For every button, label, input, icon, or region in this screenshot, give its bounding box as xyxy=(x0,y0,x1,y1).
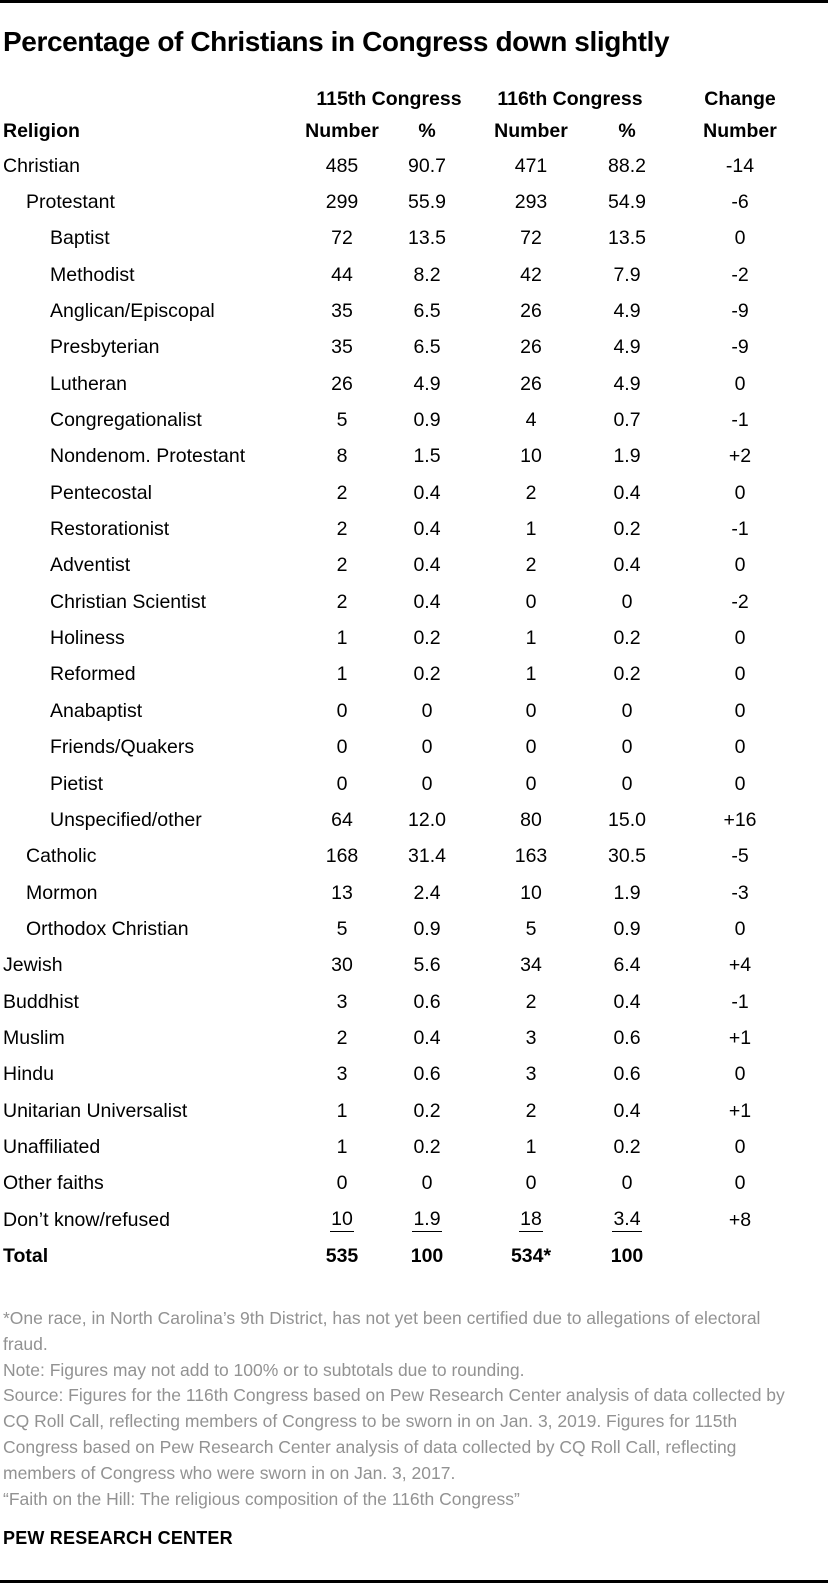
value-cell: -3 xyxy=(731,881,749,904)
value-cell: +16 xyxy=(723,808,757,831)
value-cell: 0 xyxy=(734,372,746,395)
religion-cell: Christian Scientist xyxy=(50,590,207,613)
table-row xyxy=(3,693,814,729)
religion-cell: Unaffiliated xyxy=(3,1135,101,1158)
value-cell: 485 xyxy=(325,154,359,177)
religion-cell: Unitarian Universalist xyxy=(3,1099,188,1122)
value-cell xyxy=(588,1208,666,1231)
value-cell: 0 xyxy=(621,736,633,759)
value-cell: 1 xyxy=(336,627,348,650)
value-cell: 0.9 xyxy=(413,917,441,940)
value-cell: 13.5 xyxy=(408,227,446,250)
table-row xyxy=(3,330,814,366)
table-row xyxy=(3,839,814,875)
value-cell: 8.2 xyxy=(413,263,441,286)
top-rule xyxy=(0,0,828,3)
value-cell: 0.2 xyxy=(613,627,641,650)
value-cell: 1 xyxy=(336,1099,348,1122)
value-cell: 471 xyxy=(514,154,548,177)
value-cell: 0.4 xyxy=(413,590,441,613)
value-cell: 35 xyxy=(331,300,353,323)
column-header-religion: Religion xyxy=(3,119,80,142)
table-row xyxy=(3,1166,814,1202)
value-cell: 0 xyxy=(421,699,433,722)
value-cell: +2 xyxy=(728,445,752,468)
table-row xyxy=(3,148,814,184)
table-row xyxy=(3,620,814,656)
value-cell: 90.7 xyxy=(408,154,446,177)
column-header-pct-115: % xyxy=(418,119,436,142)
value-cell: 88.2 xyxy=(608,154,646,177)
value-cell: 30.5 xyxy=(608,845,646,868)
value-cell: 3 xyxy=(525,1063,537,1086)
value-cell: 6.5 xyxy=(413,300,441,323)
value-cell: 0 xyxy=(336,1172,348,1195)
report-title: “Faith on the Hill: The religious composition of the 116th Congress” xyxy=(3,1488,520,1509)
value-cell: 15.0 xyxy=(608,808,646,831)
table-body xyxy=(3,148,814,1275)
value-cell: -9 xyxy=(731,336,749,359)
value-cell: 0 xyxy=(336,772,348,795)
value-cell: 0 xyxy=(734,627,746,650)
value-cell: 0.4 xyxy=(613,990,641,1013)
footer xyxy=(3,1306,803,1512)
value-cell: 2.4 xyxy=(413,881,441,904)
value-cell: 0 xyxy=(621,699,633,722)
table-row xyxy=(3,1202,814,1238)
value-cell: 0 xyxy=(734,663,746,686)
religion-cell: Congregationalist xyxy=(50,409,202,432)
value-cell: 0 xyxy=(525,736,537,759)
value-cell: 0.4 xyxy=(613,554,641,577)
value-cell: 30 xyxy=(331,954,353,977)
value-cell: 0 xyxy=(621,772,633,795)
value-cell: 54.9 xyxy=(608,191,646,214)
value-cell: 2 xyxy=(525,1099,537,1122)
value-cell: 0.2 xyxy=(413,627,441,650)
note: Note: Figures may not add to 100% or to subtotals due to rounding. xyxy=(3,1359,525,1380)
table-row xyxy=(3,1057,814,1093)
religion-cell: Anabaptist xyxy=(50,699,143,722)
table-row xyxy=(3,948,814,984)
value-cell: 0 xyxy=(421,772,433,795)
table-row xyxy=(3,511,814,547)
value-cell: 13 xyxy=(331,881,353,904)
religion-cell: Unspecified/other xyxy=(50,808,202,831)
value-cell: 0 xyxy=(525,590,537,613)
religion-table xyxy=(3,84,814,1275)
religion-cell: Anglican/Episcopal xyxy=(50,300,215,323)
value-cell: 1.5 xyxy=(413,445,441,468)
value-cell: +4 xyxy=(728,954,752,977)
value-cell: 100 xyxy=(610,1244,644,1267)
value-cell: 0.7 xyxy=(613,409,641,432)
table-row xyxy=(3,1238,814,1274)
value-cell: 31.4 xyxy=(408,845,446,868)
value-cell: 10 xyxy=(520,445,542,468)
value-cell: 1.9 xyxy=(613,445,641,468)
value-cell: 2 xyxy=(336,1026,348,1049)
religion-cell: Protestant xyxy=(26,191,115,214)
underlined-value: 3.4 xyxy=(613,1208,641,1231)
value-cell: 0 xyxy=(734,1063,746,1086)
table-row xyxy=(3,657,814,693)
value-cell: 0 xyxy=(525,772,537,795)
table-row xyxy=(3,911,814,947)
religion-cell: Catholic xyxy=(26,845,97,868)
value-cell: 64 xyxy=(331,808,353,831)
value-cell: 0 xyxy=(621,590,633,613)
value-cell: 4.9 xyxy=(613,372,641,395)
religion-cell: Nondenom. Protestant xyxy=(50,445,246,468)
value-cell: 4.9 xyxy=(613,300,641,323)
religion-cell: Don’t know/refused xyxy=(3,1208,170,1231)
religion-cell: Total xyxy=(3,1244,49,1267)
value-cell: 0 xyxy=(734,917,746,940)
value-cell: -1 xyxy=(731,518,749,541)
value-cell xyxy=(304,1208,380,1231)
religion-cell: Friends/Quakers xyxy=(50,736,195,759)
value-cell: 0.4 xyxy=(413,1026,441,1049)
value-cell: 2 xyxy=(336,590,348,613)
table-row xyxy=(3,766,814,802)
religion-cell: Pietist xyxy=(50,772,104,795)
religion-cell: Orthodox Christian xyxy=(26,917,189,940)
value-cell: 4 xyxy=(525,409,537,432)
religion-cell: Other faiths xyxy=(3,1172,104,1195)
table-row xyxy=(3,221,814,257)
value-cell: 6.4 xyxy=(613,954,641,977)
value-cell: 0 xyxy=(734,554,746,577)
value-cell: 26 xyxy=(331,372,353,395)
table-row xyxy=(3,184,814,220)
religion-cell: Lutheran xyxy=(50,372,127,395)
value-cell: 0 xyxy=(336,736,348,759)
value-cell: -14 xyxy=(725,154,755,177)
group-header-115th: 115th Congress xyxy=(316,87,462,110)
value-cell: 0.4 xyxy=(413,481,441,504)
value-cell: 5 xyxy=(525,917,537,940)
value-cell: 5.6 xyxy=(413,954,441,977)
underlined-value: 1.9 xyxy=(413,1208,441,1231)
value-cell: 0 xyxy=(421,1172,433,1195)
group-header-change: Change xyxy=(704,87,776,110)
value-cell: 2 xyxy=(336,554,348,577)
table-row xyxy=(3,584,814,620)
religion-cell: Mormon xyxy=(26,881,98,904)
value-cell: 3 xyxy=(336,990,348,1013)
bottom-rule xyxy=(0,1580,828,1583)
religion-cell: Methodist xyxy=(50,263,135,286)
table-row xyxy=(3,402,814,438)
value-cell: 0 xyxy=(734,772,746,795)
value-cell: 26 xyxy=(520,336,542,359)
value-cell: 2 xyxy=(525,554,537,577)
table-row xyxy=(3,439,814,475)
value-cell: 4.9 xyxy=(413,372,441,395)
table-row xyxy=(3,730,814,766)
value-cell: 0.9 xyxy=(413,409,441,432)
group-header-116th: 116th Congress xyxy=(497,87,643,110)
table-group-header-row xyxy=(3,84,814,114)
value-cell: 0 xyxy=(734,227,746,250)
value-cell: 1 xyxy=(525,663,537,686)
value-cell: 5 xyxy=(336,917,348,940)
value-cell: 0.4 xyxy=(613,481,641,504)
value-cell: 0 xyxy=(421,736,433,759)
value-cell: 100 xyxy=(410,1244,444,1267)
value-cell: 0 xyxy=(336,699,348,722)
table-row xyxy=(3,984,814,1020)
table-row xyxy=(3,366,814,402)
value-cell: 34 xyxy=(520,954,542,977)
value-cell: 0.2 xyxy=(413,663,441,686)
value-cell: +1 xyxy=(728,1026,752,1049)
value-cell: -1 xyxy=(731,990,749,1013)
value-cell: 2 xyxy=(336,481,348,504)
table-row xyxy=(3,475,814,511)
value-cell: 0.4 xyxy=(613,1099,641,1122)
value-cell: 0.9 xyxy=(613,917,641,940)
value-cell: 535 xyxy=(325,1244,359,1267)
footnote: *One race, in North Carolina’s 9th District, has not yet been certified due to allegations of electoral fraud. xyxy=(3,1308,761,1354)
value-cell: -6 xyxy=(731,191,749,214)
value-cell: 10 xyxy=(520,881,542,904)
column-header-pct-116: % xyxy=(618,119,636,142)
table-row xyxy=(3,1020,814,1056)
religion-cell: Muslim xyxy=(3,1026,65,1049)
column-header-number-115: Number xyxy=(305,119,379,142)
value-cell: 0 xyxy=(734,1172,746,1195)
value-cell xyxy=(380,1208,474,1231)
underlined-value: 10 xyxy=(331,1208,353,1231)
value-cell xyxy=(474,1208,588,1231)
value-cell: -1 xyxy=(731,409,749,432)
religion-cell: Reformed xyxy=(50,663,136,686)
value-cell: 0.6 xyxy=(413,1063,441,1086)
value-cell: 0 xyxy=(734,699,746,722)
table-row xyxy=(3,802,814,838)
value-cell: 26 xyxy=(520,372,542,395)
value-cell: 2 xyxy=(336,518,348,541)
religion-cell: Holiness xyxy=(50,627,125,650)
religion-cell: Hindu xyxy=(3,1063,54,1086)
value-cell: 72 xyxy=(520,227,542,250)
value-cell: 0.4 xyxy=(413,554,441,577)
table-row xyxy=(3,1093,814,1129)
religion-cell: Buddhist xyxy=(3,990,79,1013)
value-cell: 72 xyxy=(331,227,353,250)
religion-cell: Restorationist xyxy=(50,518,170,541)
table-row xyxy=(3,257,814,293)
value-cell: 0 xyxy=(734,736,746,759)
value-cell: -2 xyxy=(731,590,749,613)
value-cell: 0 xyxy=(734,1135,746,1158)
value-cell: 0.2 xyxy=(613,663,641,686)
table-row xyxy=(3,293,814,329)
value-cell: -9 xyxy=(731,300,749,323)
value-cell: 0.2 xyxy=(613,518,641,541)
value-cell: 5 xyxy=(336,409,348,432)
value-cell: 8 xyxy=(336,445,348,468)
value-cell: 0.2 xyxy=(413,1135,441,1158)
value-cell: 0.6 xyxy=(613,1063,641,1086)
value-cell: 55.9 xyxy=(408,191,446,214)
value-cell: 299 xyxy=(325,191,359,214)
value-cell: 0.6 xyxy=(613,1026,641,1049)
value-cell: 1 xyxy=(525,1135,537,1158)
column-header-number-116: Number xyxy=(494,119,568,142)
table-column-header-row xyxy=(3,114,814,148)
table-row xyxy=(3,1129,814,1165)
religion-cell: Pentecostal xyxy=(50,481,152,504)
value-cell: 168 xyxy=(325,845,359,868)
table-row xyxy=(3,548,814,584)
value-cell: 2 xyxy=(525,481,537,504)
value-cell: 293 xyxy=(514,191,548,214)
value-cell: +1 xyxy=(728,1099,752,1122)
column-header-change-number: Number xyxy=(703,119,777,142)
value-cell: 4.9 xyxy=(613,336,641,359)
religion-cell: Presbyterian xyxy=(50,336,160,359)
value-cell: 163 xyxy=(514,845,548,868)
value-cell: -2 xyxy=(731,263,749,286)
value-cell: 42 xyxy=(520,263,542,286)
value-cell: 3 xyxy=(525,1026,537,1049)
value-cell: 0.2 xyxy=(413,1099,441,1122)
source: Source: Figures for the 116th Congress based on Pew Research Center analysis of data collected by CQ Roll Call, reflecting members of Congress to be sworn in on Jan. 3, 2019. Figures for 115th Congress based on Pew Research Center analysis of data collected by CQ Roll Call, reflecting members of Congress who were sworn in on Jan. 3, 2017. xyxy=(3,1385,785,1483)
value-cell: 6.5 xyxy=(413,336,441,359)
religion-cell: Jewish xyxy=(3,954,63,977)
value-cell: 2 xyxy=(525,990,537,1013)
value-cell: 1 xyxy=(336,663,348,686)
religion-cell: Adventist xyxy=(50,554,131,577)
value-cell: 26 xyxy=(520,300,542,323)
value-cell: 80 xyxy=(520,808,542,831)
religion-cell: Christian xyxy=(3,154,80,177)
value-cell: 13.5 xyxy=(608,227,646,250)
value-cell: 1.9 xyxy=(613,881,641,904)
value-cell: 1 xyxy=(525,627,537,650)
value-cell: 1 xyxy=(336,1135,348,1158)
value-cell: 534* xyxy=(510,1244,552,1267)
value-cell: 0 xyxy=(525,699,537,722)
underlined-value: 18 xyxy=(520,1208,542,1231)
value-cell: -5 xyxy=(731,845,749,868)
value-cell: 0.4 xyxy=(413,518,441,541)
religion-cell: Baptist xyxy=(50,227,110,250)
value-cell: 0 xyxy=(734,481,746,504)
value-cell: 0 xyxy=(525,1172,537,1195)
pew-research-center-brand: PEW RESEARCH CENTER xyxy=(3,1528,233,1548)
value-cell: 0.2 xyxy=(613,1135,641,1158)
value-cell: 44 xyxy=(331,263,353,286)
table-row xyxy=(3,875,814,911)
value-cell: 12.0 xyxy=(408,808,446,831)
value-cell: +8 xyxy=(728,1208,752,1231)
page-title: Percentage of Christians in Congress down slightly xyxy=(3,26,670,57)
value-cell: 7.9 xyxy=(613,263,641,286)
value-cell: 35 xyxy=(331,336,353,359)
value-cell: 0.6 xyxy=(413,990,441,1013)
value-cell: 0 xyxy=(621,1172,633,1195)
value-cell: 3 xyxy=(336,1063,348,1086)
value-cell: 1 xyxy=(525,518,537,541)
